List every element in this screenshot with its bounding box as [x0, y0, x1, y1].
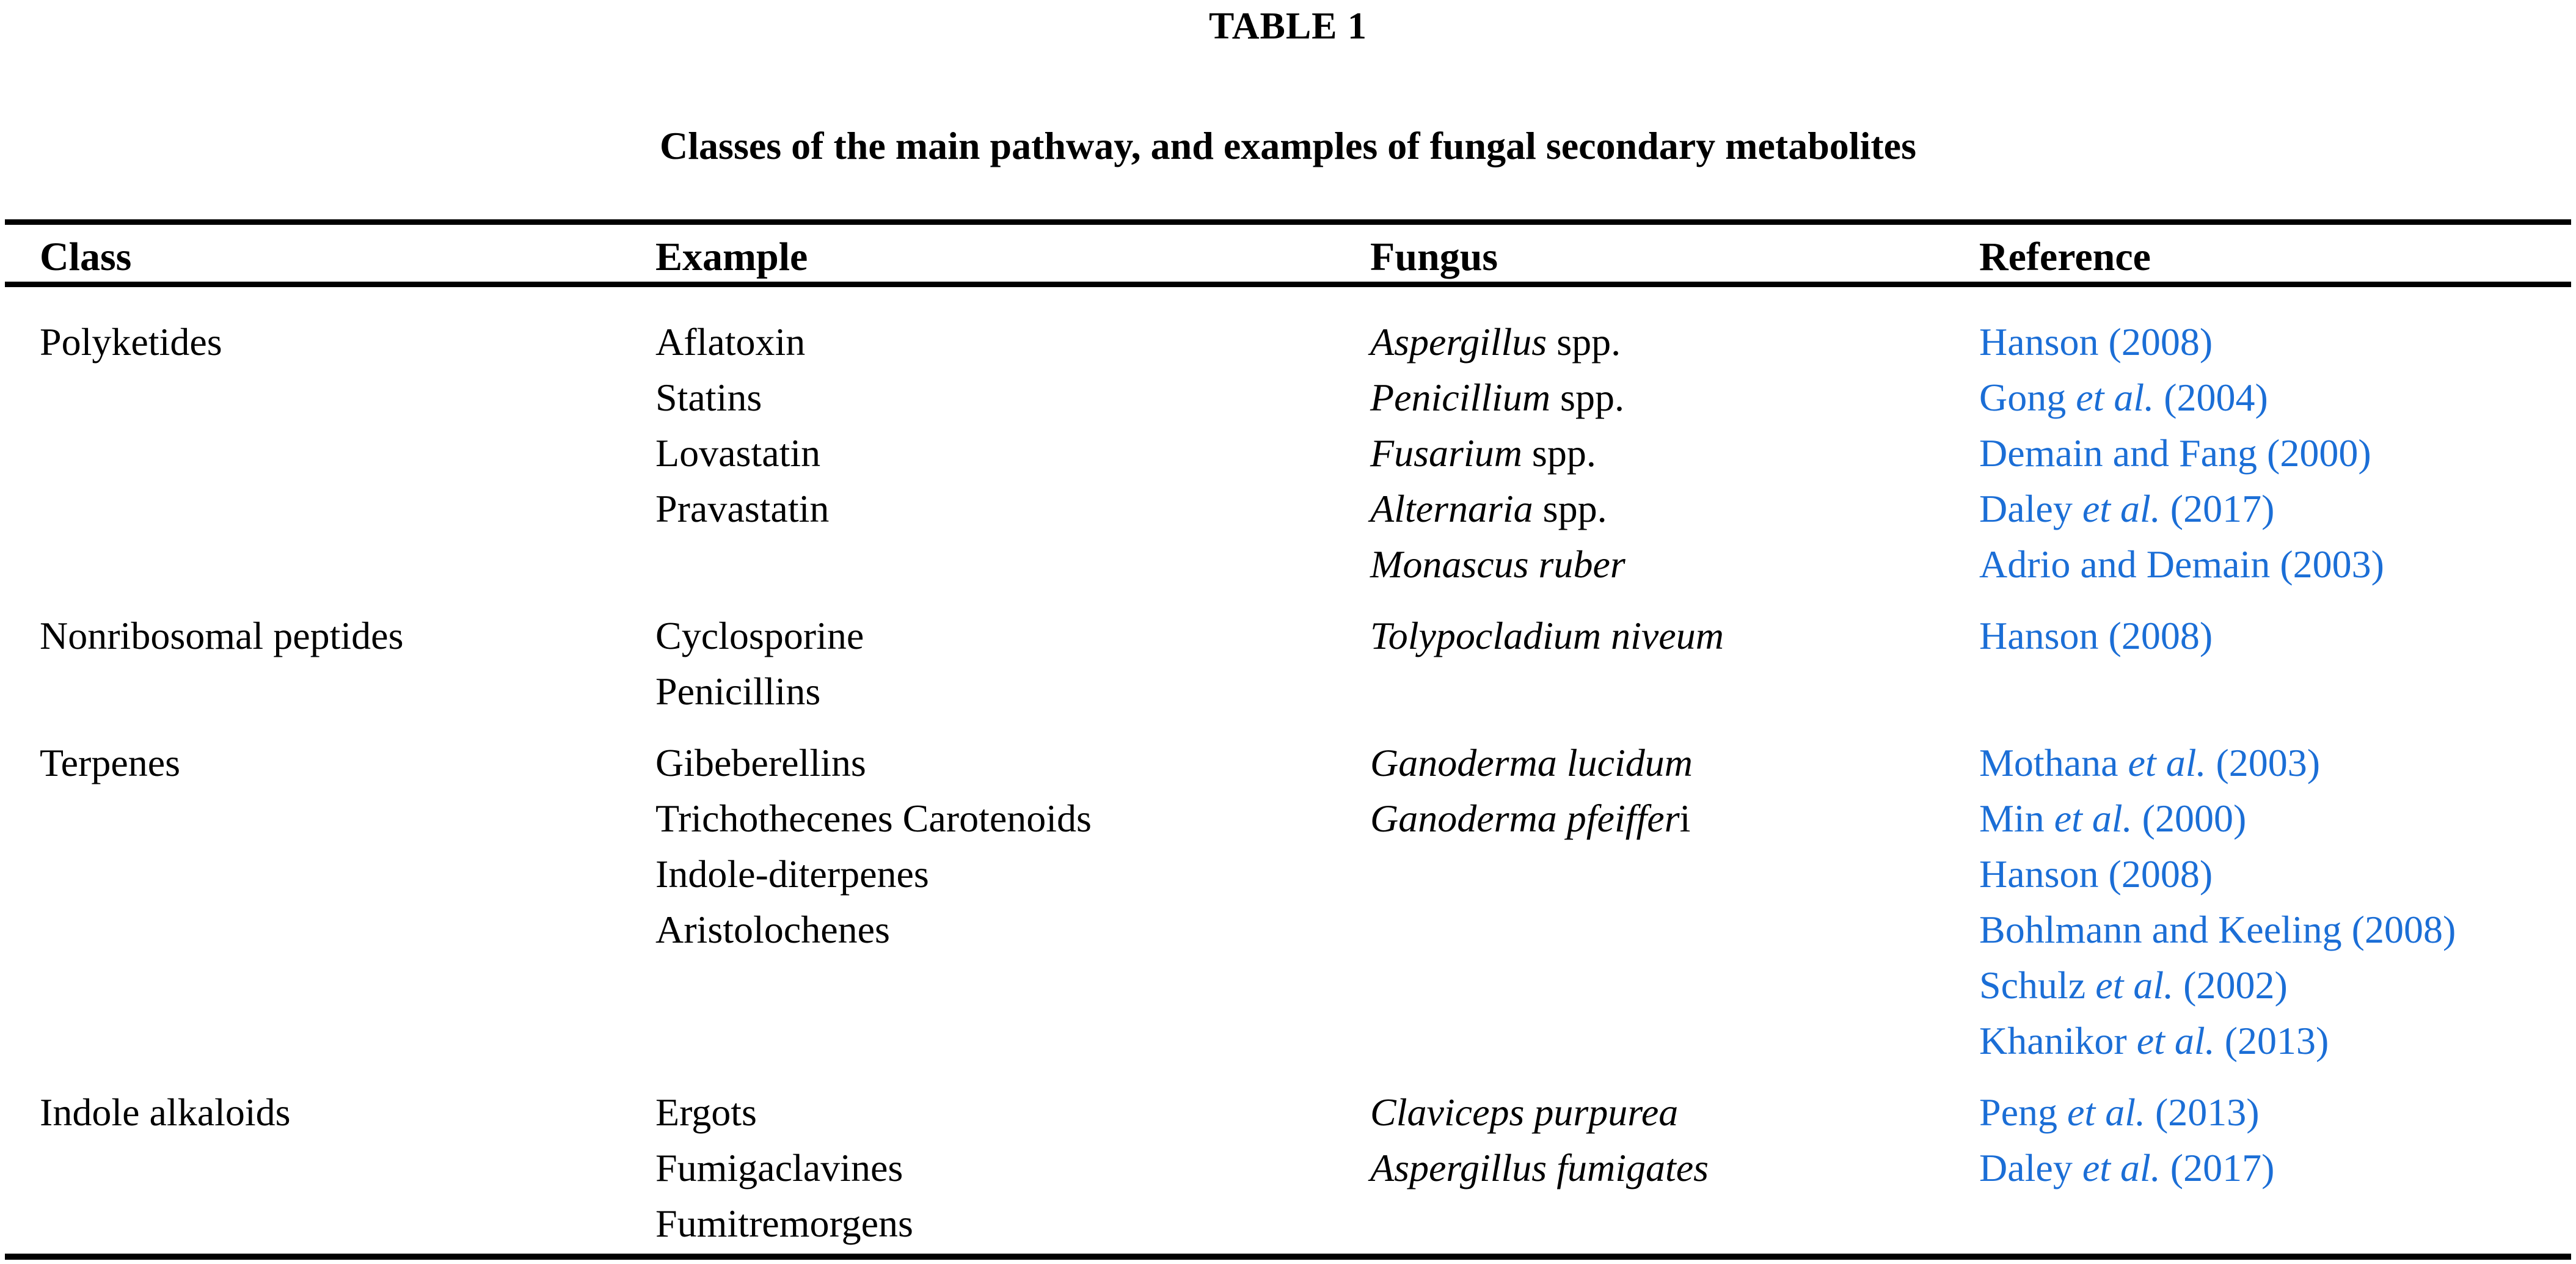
- plain-text: (2013): [2214, 1019, 2329, 1062]
- reference-cell: [1979, 1084, 2576, 1251]
- column-header-fungus: Fungus: [1370, 235, 1498, 279]
- reference-link[interactable]: [1979, 370, 2576, 425]
- italic-text: et al.: [2136, 1019, 2215, 1062]
- table-top-rule: [5, 219, 2571, 225]
- plain-text: (2003): [2206, 741, 2321, 784]
- reference-cell: [1979, 735, 2576, 1069]
- fungus-name: [1370, 735, 1979, 791]
- fungus-name: [1370, 1084, 1979, 1140]
- table-body: [0, 314, 2576, 1264]
- reference-link[interactable]: [1979, 481, 2576, 536]
- reference-link[interactable]: [1979, 1140, 2576, 1196]
- plain-text: (2004): [2154, 376, 2268, 419]
- example-item: [655, 370, 1370, 425]
- column-header-reference: Reference: [1979, 235, 2151, 279]
- example-item: [655, 314, 1370, 370]
- example-item: [655, 481, 1370, 536]
- example-cell: [655, 314, 1370, 592]
- table-section-nonribosomal-peptides: [0, 608, 2576, 719]
- italic-text: et al.: [2082, 487, 2161, 530]
- reference-link[interactable]: [1979, 957, 2576, 1013]
- plain-text: (2013): [2145, 1090, 2260, 1134]
- plain-text: Pravastatin: [655, 487, 830, 530]
- italic-text: et al.: [2067, 1090, 2145, 1134]
- reference-link[interactable]: [1979, 846, 2576, 902]
- reference-link[interactable]: [1979, 1013, 2576, 1069]
- italic-text: et al.: [2082, 1146, 2161, 1189]
- plain-text: Peng: [1979, 1090, 2067, 1134]
- plain-text: Penicillins: [655, 670, 821, 713]
- reference-link[interactable]: [1979, 735, 2576, 791]
- example-item: [655, 1196, 1370, 1251]
- fungus-cell: [1370, 1084, 1979, 1251]
- italic-text: et al.: [2076, 376, 2155, 419]
- italic-text: et al.: [2054, 797, 2133, 840]
- plain-text: i: [1679, 797, 1691, 840]
- example-item: [655, 663, 1370, 719]
- example-cell: [655, 1084, 1370, 1251]
- italic-text: Aspergillus fumigates: [1370, 1146, 1709, 1189]
- plain-text: (2017): [2160, 487, 2275, 530]
- example-item: [655, 425, 1370, 481]
- fungus-cell: [1370, 314, 1979, 592]
- italic-text: Fusarium: [1370, 431, 1522, 475]
- italic-text: Ganoderma lucidum: [1370, 741, 1693, 784]
- italic-text: Aspergillus: [1370, 320, 1547, 363]
- fungus-cell: [1370, 608, 1979, 719]
- fungus-name: [1370, 791, 1979, 846]
- table-bottom-rule: [5, 1254, 2571, 1260]
- example-item: [655, 608, 1370, 663]
- fungus-name: [1370, 425, 1979, 481]
- table-section-polyketides: [0, 314, 2576, 592]
- plain-text: Adrio and Demain (2003): [1979, 542, 2384, 586]
- italic-text: et al.: [2095, 963, 2174, 1007]
- plain-text: Cyclosporine: [655, 614, 864, 657]
- fungus-name: [1370, 608, 1979, 663]
- plain-text: Trichothecenes Carotenoids: [655, 797, 1092, 840]
- class-cell: [40, 735, 655, 1069]
- plain-text: spp.: [1547, 320, 1621, 363]
- example-item: [655, 791, 1370, 846]
- plain-text: Schulz: [1979, 963, 2096, 1007]
- fungus-cell: [1370, 735, 1979, 1069]
- reference-link[interactable]: [1979, 314, 2576, 370]
- table-caption: Classes of the main pathway, and examples of fungal secondary metabolites: [660, 124, 1916, 167]
- example-item: [655, 1140, 1370, 1196]
- reference-link[interactable]: [1979, 536, 2576, 592]
- italic-text: et al.: [2128, 741, 2206, 784]
- plain-text: (2002): [2173, 963, 2288, 1007]
- plain-text: Ergots: [655, 1090, 757, 1134]
- plain-text: Daley: [1979, 487, 2082, 530]
- plain-text: Indole-diterpenes: [655, 852, 929, 896]
- class-label: Nonribosomal peptides: [40, 614, 404, 657]
- table-section-terpenes: [0, 735, 2576, 1069]
- italic-text: Tolypocladium niveum: [1370, 614, 1724, 657]
- reference-link[interactable]: [1979, 608, 2576, 663]
- example-cell: [655, 735, 1370, 1069]
- plain-text: spp.: [1533, 487, 1607, 530]
- class-label: Indole alkaloids: [40, 1090, 291, 1134]
- reference-cell: [1979, 608, 2576, 719]
- plain-text: Hanson (2008): [1979, 320, 2213, 363]
- plain-text: Fumitremorgens: [655, 1202, 913, 1245]
- class-cell: [40, 608, 655, 719]
- plain-text: Gibeberellins: [655, 741, 866, 784]
- column-header-class: Class: [40, 235, 132, 279]
- plain-text: Aristolochenes: [655, 908, 890, 951]
- plain-text: Demain and Fang (2000): [1979, 431, 2371, 475]
- plain-text: spp.: [1550, 376, 1624, 419]
- column-header-example: Example: [655, 235, 808, 279]
- plain-text: Hanson (2008): [1979, 614, 2213, 657]
- example-item: [655, 1084, 1370, 1140]
- italic-text: Claviceps purpurea: [1370, 1090, 1679, 1134]
- plain-text: Aflatoxin: [655, 320, 806, 363]
- plain-text: Fumigaclavines: [655, 1146, 903, 1189]
- fungus-name: [1370, 536, 1979, 592]
- reference-link[interactable]: [1979, 1084, 2576, 1140]
- table-section-indole-alkaloids: [0, 1084, 2576, 1251]
- plain-text: Gong: [1979, 376, 2076, 419]
- class-cell: [40, 1084, 655, 1251]
- italic-text: Penicillium: [1370, 376, 1551, 419]
- italic-text: Alternaria: [1370, 487, 1533, 530]
- plain-text: Statins: [655, 376, 762, 419]
- example-item: [655, 735, 1370, 791]
- fungus-name: [1370, 314, 1979, 370]
- table-header-row: [0, 234, 2576, 280]
- example-item: [655, 846, 1370, 902]
- class-cell: [40, 314, 655, 592]
- reference-link[interactable]: [1979, 902, 2576, 957]
- plain-text: Bohlmann and Keeling (2008): [1979, 908, 2456, 951]
- plain-text: spp.: [1522, 431, 1596, 475]
- plain-text: Khanikor: [1979, 1019, 2137, 1062]
- fungus-name: [1370, 1140, 1979, 1196]
- plain-text: Min: [1979, 797, 2054, 840]
- plain-text: Lovastatin: [655, 431, 821, 475]
- fungus-name: [1370, 481, 1979, 536]
- class-label: Terpenes: [40, 741, 181, 784]
- class-label: Polyketides: [40, 320, 222, 363]
- plain-text: Daley: [1979, 1146, 2082, 1189]
- example-item: [655, 902, 1370, 957]
- example-cell: [655, 608, 1370, 719]
- plain-text: Hanson (2008): [1979, 852, 2213, 896]
- fungus-name: [1370, 370, 1979, 425]
- table-header-rule: [5, 282, 2571, 287]
- plain-text: (2017): [2160, 1146, 2275, 1189]
- reference-link[interactable]: [1979, 791, 2576, 846]
- reference-cell: [1979, 314, 2576, 592]
- italic-text: Ganoderma pfeiffer: [1370, 797, 1680, 840]
- plain-text: (2000): [2132, 797, 2247, 840]
- reference-link[interactable]: [1979, 425, 2576, 481]
- italic-text: Monascus ruber: [1370, 542, 1626, 586]
- table-number-title: TABLE 1: [1208, 5, 1368, 47]
- plain-text: Mothana: [1979, 741, 2128, 784]
